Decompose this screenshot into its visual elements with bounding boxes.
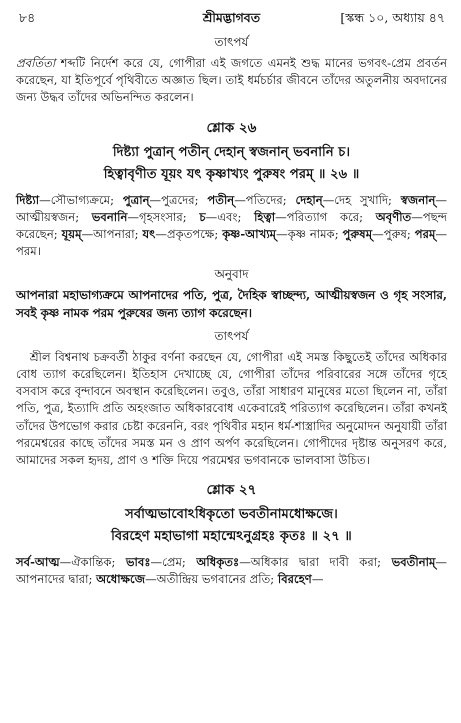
synonym-meaning: পুরুষ <box>383 227 407 242</box>
purport-paragraph <box>16 55 447 107</box>
synonym-word: ভবনানি <box>91 209 128 224</box>
synonym-word: যূয়ম্ <box>61 227 82 242</box>
synonym-word: ভাবঃ <box>125 555 151 570</box>
synonym-word: অধোক্ষজে <box>96 572 146 587</box>
synonym-word: হিত্বা <box>254 209 276 224</box>
synonym-meaning: প্রকৃতপক্ষে <box>166 227 215 242</box>
synonym-word: ভবতীনাম্ <box>391 555 436 570</box>
purport-italic-term: প্রবর্তিতা <box>16 56 56 70</box>
verse-27-synonyms: সর্ব-আত্ম—ঐকান্তিক; ভাবঃ—প্রেম; অধিকৃতঃ—অধিকার দ্বারা দাবী করা; ভবতীনাম্—আপনাদের দ্বারা; অধোক্ষজে—অতীন্দ্রিয় ভগবানের প্রতি; বিরহেণ— <box>16 555 448 587</box>
verse-27-line-2: বিরহেণ মহাভাগা মহান্মেঽনুগ্রহঃ কৃতঃ ॥ ২৭ ॥ <box>111 529 352 545</box>
synonym-word: অবৃণীত <box>375 209 412 224</box>
synonym-word: পরম্ <box>414 227 436 242</box>
synonym-meaning: দেহ সুখাদি <box>334 192 389 207</box>
synonym-meaning: সৌভাগ্যক্রমে <box>50 192 111 207</box>
translation-heading: অনুবাদ <box>214 267 249 282</box>
synonym-word: যৎ <box>142 227 156 242</box>
synonym-meaning: এবং <box>217 209 238 224</box>
synonym-word: পতীন্ <box>207 192 235 207</box>
verse-26-synonyms: দিষ্ট্যা—সৌভাগ্যক্রমে; পুত্রান্—পুত্রদের; পতীন্—পতিদের; দেহান্—দেহ সুখাদি; স্বজনান্—আত্মীয়স্বজন; ভবনানি—গৃহসংসার; চ—এবং; হিত্বা—পরিত্যাগ করে; অবৃণীত—পছন্দ করেছেন; যূয়ম্—আপনারা; যৎ—প্রকৃতপক্ষে; কৃষ্ণ-আখ্যম্—কৃষ্ণ নামক; পুরুষম্—পুরুষ; পরম্—পরম। <box>16 192 448 259</box>
verse-26-translation: আপনারা মহাভাগ্যক্রমে আপনাদের পতি, পুত্র, দৈহিক স্বাচ্ছন্দ্য, আত্মীয়স্বজন ও গৃহ সংসার, সবই কৃষ্ণ নামক পরম পুরুষের জন্য ত্যাগ করেছেন। <box>16 288 447 320</box>
synonym-meaning: অধিকার দ্বারা দাবী করা <box>250 555 378 570</box>
synonym-meaning: পতিদের <box>245 192 283 207</box>
synonym-meaning: ঐকান্তিক <box>71 555 112 570</box>
synonym-meaning: পুত্রদের <box>161 192 195 207</box>
verse-26-line-2: হিত্বাবৃণীত যূয়ং যৎ কৃষ্ণাখ্যং পুরুষং পরম্ ॥ ২৬ ॥ <box>103 166 360 182</box>
synonym-meaning: পরম <box>16 244 37 259</box>
synonym-word: সর্ব-আত্ম <box>16 555 60 570</box>
synonym-meaning: প্রেম <box>162 555 182 570</box>
page-number: ৮৪ <box>19 10 36 25</box>
synonym-meaning: আত্মীয়স্বজন <box>16 209 76 224</box>
synonym-word: চ <box>199 209 206 224</box>
synonym-meaning: পরিত্যাগ করে <box>286 209 360 224</box>
verse-27-line-1: সর্বাত্মভাবোঽধিকৃতো ভবতীনামধোক্ষজে। <box>125 507 338 523</box>
synonym-word: বিরহেণ <box>277 572 312 587</box>
synonym-word: কৃষ্ণ-আখ্যম্ <box>222 227 277 242</box>
verse-26-title: শ্লোক ২৬ <box>206 119 257 136</box>
synonym-meaning: অতীন্দ্রিয় ভগবানের প্রতি <box>156 572 271 587</box>
synonym-word: দেহান্ <box>295 192 323 207</box>
synonym-word: পুত্রান্ <box>122 192 150 207</box>
purport-heading-26: তাৎপর্য <box>214 328 249 343</box>
synonym-meaning: কৃষ্ণ নামক <box>287 227 335 242</box>
synonym-meaning: গৃহসংসার <box>139 209 183 224</box>
verse-26-line-1: দিষ্ট্যা পুত্রান্ পতীন্ দেহান্ স্বজনান্ ভবনানি চ। <box>112 144 351 160</box>
purport-text: শব্দটি নির্দেশ করে যে, গোপীরা এই জগতে এমনই শুদ্ধ মানের ভগবৎ-প্রেম প্রবর্তন করেছেন, যা ইতিপূর্বে পৃথিবীতে অজ্ঞাত ছিল। তাই ধর্মচর্চার জীবনে তাঁদের অতুলনীয় অবদানের জন্য উদ্ধব তাঁদের অভিনন্দিত করলেন। <box>16 56 447 105</box>
synonym-word: স্বজনান্ <box>400 192 436 207</box>
synonym-meaning: পছন্দ করেছেন <box>16 209 448 242</box>
synonym-meaning: আপনারা <box>93 227 135 242</box>
synonym-word: দিষ্ট্যা <box>16 192 40 207</box>
chapter-reference: [স্কন্ধ ১০, অধ্যায় ৪৭ <box>340 10 445 25</box>
book-title: শ্রীমদ্ভাগবত <box>202 10 261 25</box>
running-header <box>16 8 447 28</box>
verse-27-title: শ্লোক ২৭ <box>206 482 257 499</box>
purport-heading: তাৎপর্য <box>214 35 249 49</box>
synonym-word: অধিকৃতঃ <box>196 555 240 570</box>
synonym-word: পুরুষম্ <box>342 227 373 242</box>
synonym-meaning: আপনাদের দ্বারা <box>16 572 89 587</box>
verse-26-purport: শ্রীল বিশ্বনাথ চক্রবর্তী ঠাকুর বর্ণনা করছেন যে, গোপীরা এই সমস্ত কিছুতেই তাঁদের অধিকার বোধ ত্যাগ করেছিলেন। ইতিহাস দেখাচ্ছে যে, গোপীরা তাঁদের পরিবারের সঙ্গে তাঁদের গৃহে বসবাস করে বৃন্দাবনে অবস্থান করেছিলেন। তবুও, তাঁরা সাধারণ মানুষের মতো ছিলেন না, তাঁরা পতি, পুত্র, ইত্যাদি প্রতি অহংজাত অধিকারবোধ একেবারেই পরিত্যাগ করেছিলেন। তাঁরা কখনই তাঁদের উপভোগ করার চেষ্টা করেননি, বরং পৃথিবীর মহান ধর্ম-শাস্ত্রাদির অনুমোদন অনুযায়ী তাঁরা পরমেশ্বরের কাছে তাঁদের সমস্ত মন ও প্রাণ অর্পণ করেছিলেন। গোপীদের দৃষ্টান্ত অনুসরণ করে, আমাদের সকল হৃদয়, প্রাণ ও শক্তি দিয়ে পরমেশ্বর ভগবানকে ভালবাসা উচিত। <box>16 349 447 468</box>
